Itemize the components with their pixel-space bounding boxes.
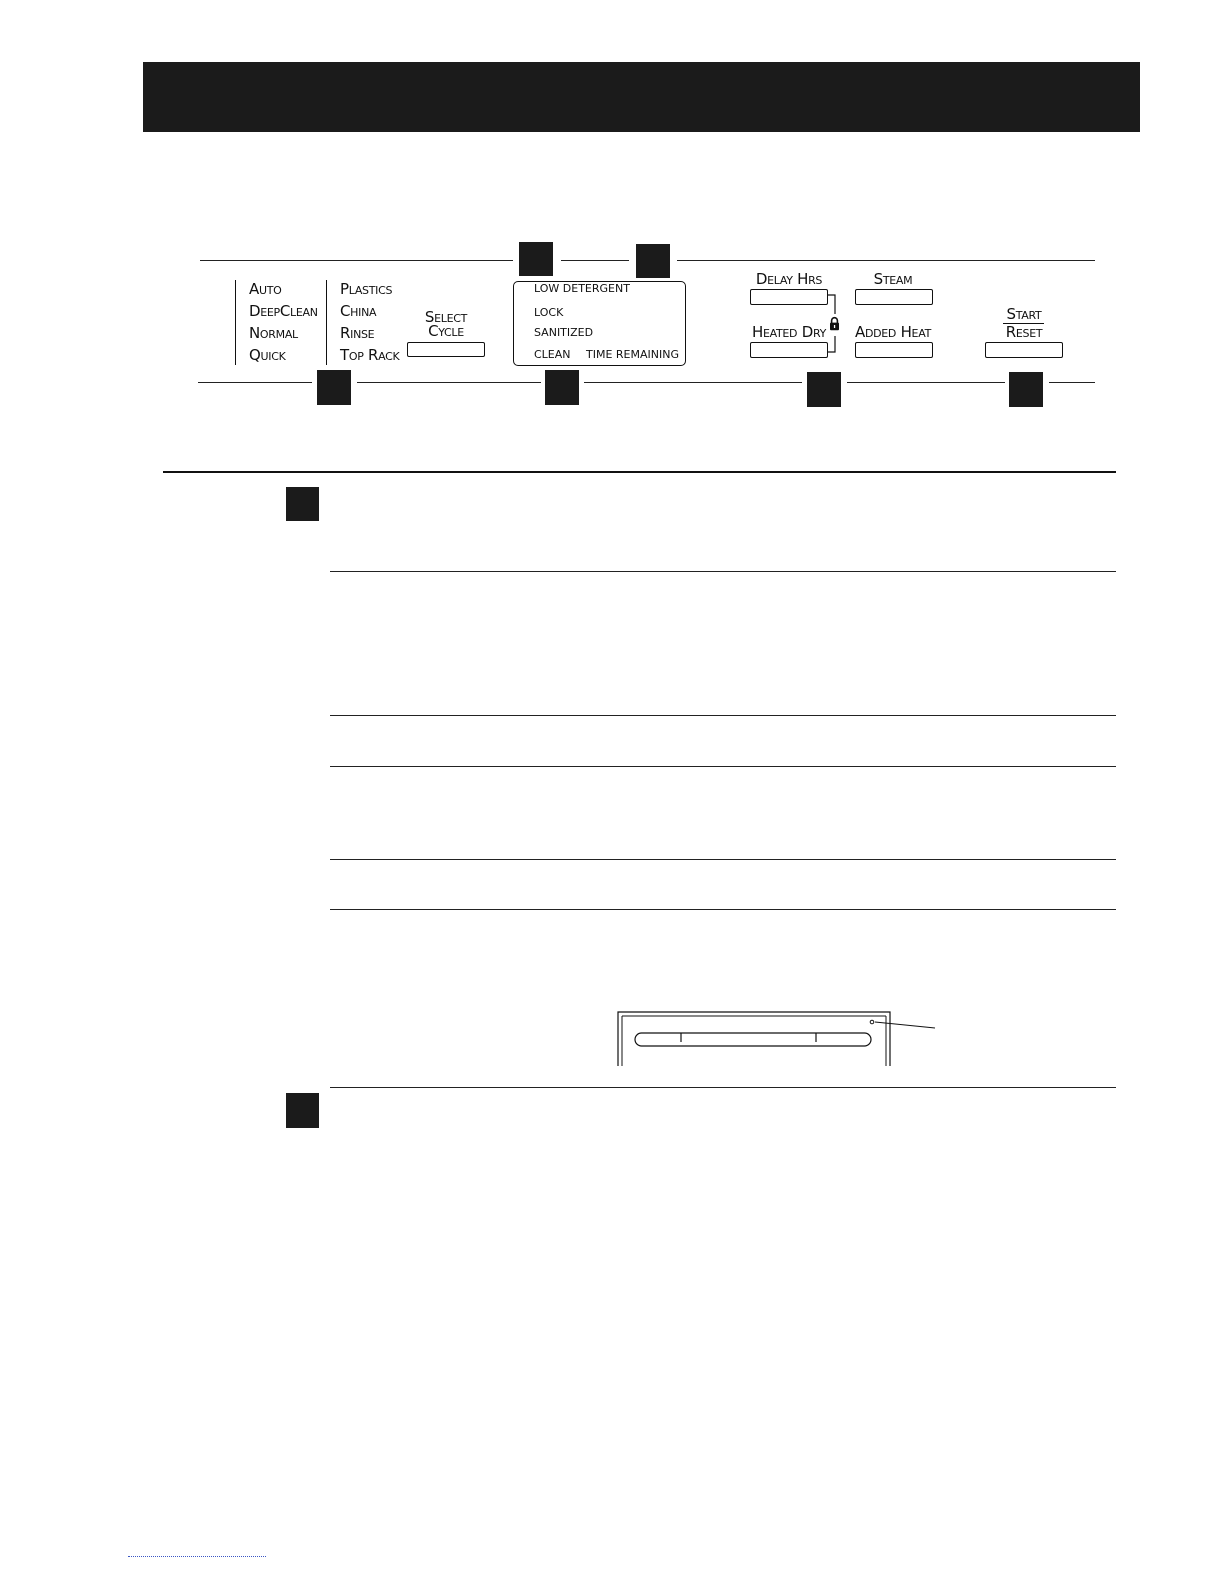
cycle-quick: Quick <box>249 346 286 364</box>
door-edge-illustration <box>614 1008 944 1068</box>
display-low-detergent: LOW DETERGENT <box>534 282 630 295</box>
callout-badge-bottom-3 <box>807 372 841 407</box>
reset-label: Reset <box>1005 323 1043 341</box>
panel-top-line-left <box>200 260 513 261</box>
select-cycle-button[interactable] <box>407 342 485 357</box>
content-rule-1 <box>330 571 1116 572</box>
steam-label: Steam <box>873 270 913 288</box>
panel-bottom-line-4 <box>847 382 1005 383</box>
cycle-deepclean: DeepClean <box>249 302 318 320</box>
callout-badge-bottom-4 <box>1009 372 1043 407</box>
content-rule-6 <box>330 1087 1116 1088</box>
delay-hrs-button[interactable] <box>750 289 828 305</box>
delay-hrs-label: Delay Hrs <box>755 270 823 288</box>
heated-dry-label: Heated Dry <box>751 323 827 341</box>
panel-top-line-right <box>677 260 1095 261</box>
display-sanitized: SANITIZED <box>534 326 594 339</box>
added-heat-label: Added Heat <box>854 323 931 341</box>
content-rule-2 <box>330 715 1116 716</box>
section-divider <box>163 471 1116 473</box>
section-badge-2 <box>286 1093 319 1128</box>
cycle-separator-right <box>326 280 327 365</box>
steam-button[interactable] <box>855 289 933 305</box>
panel-top-line-middle <box>561 260 629 261</box>
start-label: Start <box>1006 305 1042 323</box>
panel-bottom-line-2 <box>357 382 541 383</box>
callout-badge-top-2 <box>636 244 670 278</box>
select-cycle-label-2: Cycle <box>428 322 464 340</box>
footer-link-underline[interactable] <box>128 1556 266 1557</box>
section-badge-1 <box>286 487 319 521</box>
cycle-auto: Auto <box>249 280 282 298</box>
callout-badge-bottom-1 <box>317 370 351 405</box>
select-cycle-label-1: Select <box>424 308 468 326</box>
panel-bottom-line-3 <box>584 382 802 383</box>
cycle-normal: Normal <box>249 324 298 342</box>
callout-badge-top-1 <box>519 242 553 276</box>
page-header-bar <box>143 62 1140 132</box>
content-rule-5 <box>330 909 1116 910</box>
cycle-separator-left <box>235 280 236 365</box>
display-lock: LOCK <box>534 306 564 319</box>
cycle-china: China <box>340 302 377 320</box>
content-rule-3 <box>330 766 1116 767</box>
cycle-plastics: Plastics <box>340 280 393 298</box>
added-heat-button[interactable] <box>855 342 933 358</box>
display-time-remaining: TIME REMAINING <box>586 348 679 361</box>
panel-bottom-line-5 <box>1049 382 1095 383</box>
cycle-rinse: Rinse <box>340 324 375 342</box>
heated-dry-button[interactable] <box>750 342 828 358</box>
cycle-top-rack: Top Rack <box>340 346 400 364</box>
start-reset-button[interactable] <box>985 342 1063 358</box>
content-rule-4 <box>330 859 1116 860</box>
panel-bottom-line-1 <box>198 382 312 383</box>
padlock-icon <box>829 316 840 331</box>
display-clean: CLEAN <box>534 348 571 361</box>
callout-badge-bottom-2 <box>545 370 579 405</box>
